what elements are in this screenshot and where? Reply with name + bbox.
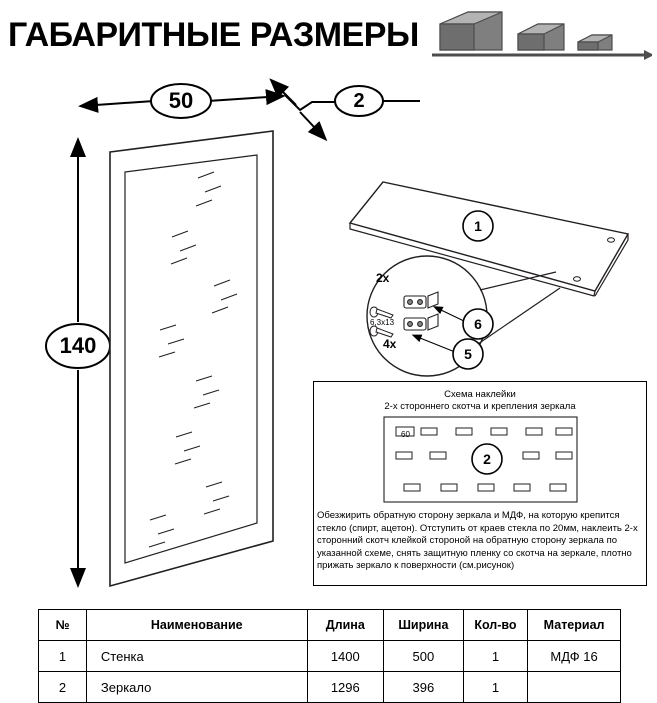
tape-scheme-title <box>313 389 647 413</box>
page-title: ГАБАРИТНЫЕ РАЗМЕРЫ <box>8 16 419 54</box>
header-num: № <box>39 610 87 641</box>
cell-name: Зеркало <box>86 672 307 703</box>
screw-size-label: 6,3x13 <box>370 318 395 327</box>
offset-60-label: 60 <box>401 430 410 439</box>
callout-part-6: 6 <box>474 316 482 332</box>
header-length: Длина <box>307 610 383 641</box>
quantity-4x-label: 4х <box>383 337 397 351</box>
quantity-2x-label: 2х <box>376 271 390 285</box>
header-material: Материал <box>528 610 621 641</box>
tape-scheme-title-line2: 2-х стороннего скотча и крепления зеркала <box>384 401 576 412</box>
cell-material <box>528 672 621 703</box>
cell-material: МДФ 16 <box>528 641 621 672</box>
cell-quantity: 1 <box>463 672 527 703</box>
tape-scheme-note: Обезжирить обратную сторону зеркала и МДФ, на которую крепится стекло (спирт, ацетон). Отступить от краев стекла по 20мм, наклеить 2-х сторонний скотч клейкой стороной на обратную сторону зеркала по указанной схеме, снять защитную пленку со скотча на зеркале, плотно прижать зеркало к поверхности (см.рисунок) <box>317 510 638 571</box>
tape-scheme-title-line1: Схема наклейки <box>444 389 516 400</box>
cell-length: 1400 <box>307 641 383 672</box>
cell-quantity: 1 <box>463 641 527 672</box>
callout-part-1: 1 <box>474 218 482 234</box>
parts-table <box>38 609 621 703</box>
table-row <box>39 672 621 703</box>
header-quantity: Кол-во <box>463 610 527 641</box>
width-dimension-label: 50 <box>168 88 194 113</box>
header-name: Наименование <box>86 610 307 641</box>
cell-num: 1 <box>39 641 87 672</box>
thickness-dimension-label: 2 <box>353 89 365 112</box>
cell-name: Стенка <box>86 641 307 672</box>
table-header-row <box>39 610 621 641</box>
cell-num: 2 <box>39 672 87 703</box>
table-row <box>39 641 621 672</box>
cell-width: 396 <box>384 672 464 703</box>
header-width: Ширина <box>384 610 464 641</box>
height-dimension-label: 140 <box>59 333 97 358</box>
cell-length: 1296 <box>307 672 383 703</box>
callout-part-2: 2 <box>483 451 491 467</box>
cell-width: 500 <box>384 641 464 672</box>
callout-part-5: 5 <box>464 346 472 362</box>
